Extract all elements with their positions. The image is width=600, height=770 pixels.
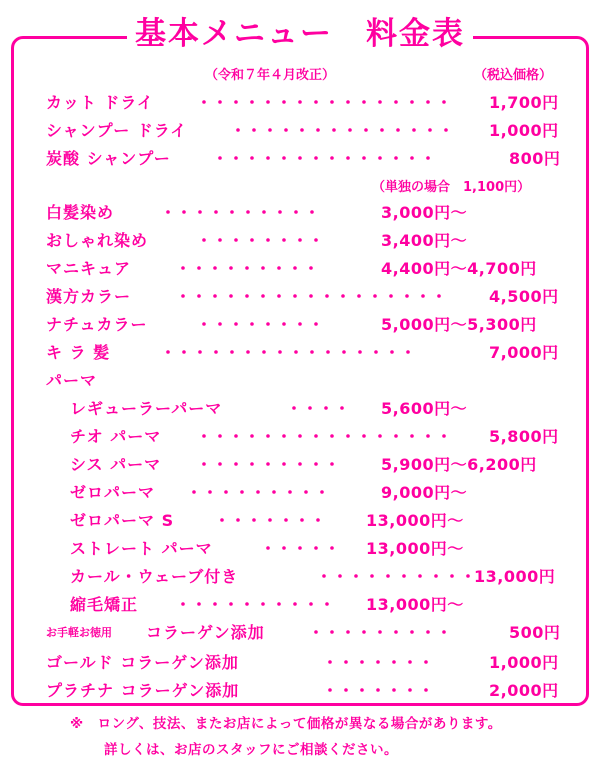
leader-dots: ・・・・・・・ (322, 653, 435, 672)
menu-row (0, 592, 600, 618)
menu-price: 1,000円 (489, 121, 559, 140)
menu-price: 4,500円 (489, 287, 559, 306)
menu-price: 5,800円 (489, 427, 559, 446)
menu-row (0, 396, 600, 422)
menu-price: 1,000円 (489, 653, 559, 672)
menu-price: 9,000円～ (381, 483, 468, 502)
leader-dots: ・・・・・・・・・ (175, 259, 320, 278)
menu-price: 500円 (509, 623, 561, 642)
menu-price: 13,000円～ (366, 511, 464, 530)
menu-row (0, 564, 600, 590)
menu-price: 13,000円～ (366, 539, 464, 558)
menu-label: ナチュカラー (46, 315, 148, 334)
menu-price: 5,000円～5,300円 (381, 315, 537, 334)
menu-price: 5,900円～6,200円 (381, 455, 537, 474)
menu-row (0, 256, 600, 282)
leader-dots: ・・・・・・・・・・ (160, 203, 321, 222)
menu-label: 漢方カラー (46, 287, 132, 306)
leader-dots: ・・・・・・・・・・・・・・・・ (196, 93, 453, 112)
menu-row (0, 508, 600, 534)
menu-row (0, 424, 600, 450)
menu-label: 白髪染め (46, 203, 115, 222)
page-title: 基本メニュー 料金表 (127, 14, 473, 54)
menu-row (0, 452, 600, 478)
menu-price: 4,400円～4,700円 (381, 259, 537, 278)
menu-row (0, 90, 600, 116)
leader-dots: ・・・・・・・・・・・・・・ (212, 149, 437, 168)
leader-dots: ・・・・・・・・・ (308, 623, 453, 642)
title-banner (0, 14, 600, 54)
menu-label: レギューラーパーマ (70, 399, 223, 418)
tax-note: （税込価格） (474, 68, 553, 83)
leader-dots: ・・・・・・・・・・・・・・・・ (196, 427, 453, 446)
menu-label: ゴールド コラーゲン添加 (46, 653, 239, 672)
menu-section-heading (0, 368, 600, 394)
menu-row (0, 146, 600, 172)
menu-label: マニキュア (46, 259, 132, 278)
menu-label: ゼロパーマ S (70, 511, 175, 530)
leader-dots: ・・・・・・・ (322, 681, 435, 700)
menu-label: チオ パーマ (70, 427, 162, 446)
menu-price: 1,700円 (489, 93, 559, 112)
leader-dots: ・・・・・・・・・ (186, 483, 331, 502)
menu-price: 13,000円 (474, 567, 556, 586)
leader-dots: ・・・・・・・・・・・・・・・・ (160, 343, 417, 362)
leader-dots: ・・・・・・・・・・・・・・ (230, 121, 455, 140)
menu-row (0, 650, 600, 676)
menu-label: おしゃれ染め (46, 231, 149, 250)
menu-label: キ ラ 髪 (46, 343, 111, 362)
footer-note-line2: 詳しくは、お店のスタッフにご相談ください。 (104, 742, 398, 758)
leader-dots: ・・・・・・・・・・ (175, 595, 336, 614)
menu-label: シャンプー ドライ (46, 121, 188, 140)
menu-label: カット ドライ (46, 93, 154, 112)
leader-dots: ・・・・・ (260, 539, 341, 558)
menu-price: 3,000円～ (381, 203, 468, 222)
menu-row (0, 480, 600, 506)
menu-row (0, 340, 600, 366)
leader-dots: ・・・・・・・・ (196, 231, 325, 250)
leader-dots: ・・・・・・・・・・・・・・・・・ (175, 287, 448, 306)
menu-row (0, 200, 600, 226)
menu-row (0, 678, 600, 704)
menu-row (0, 118, 600, 144)
menu-row (0, 620, 600, 646)
menu-price: 7,000円 (489, 343, 559, 362)
menu-row (0, 228, 600, 254)
menu-row (0, 312, 600, 338)
revision-note: （令和７年４月改正） (205, 68, 336, 83)
menu-price: 13,000円～ (366, 595, 464, 614)
menu-label: コラーゲン添加 (146, 623, 265, 642)
leader-dots: ・・・・・・・・ (196, 315, 325, 334)
menu-label: 縮毛矯正 (70, 595, 139, 614)
menu-price: 3,400円～ (381, 231, 468, 250)
leader-dots: ・・・・ (286, 399, 351, 418)
menu-label-prefix: お手軽お徳用 (46, 626, 112, 639)
menu-label: 炭酸 シャンプー (46, 149, 171, 168)
menu-label: プラチナ コラーゲン添加 (46, 681, 240, 700)
menu-label: ゼロパーマ (70, 483, 156, 502)
leader-dots: ・・・・・・・・・・ (316, 567, 477, 586)
menu-label: ストレート パーマ (70, 539, 213, 558)
leader-dots: ・・・・・・・・・ (196, 455, 341, 474)
single-use-note: （単独の場合 1,100円） (372, 180, 531, 195)
footer-note-line1: ※ ロング、技法、またお店によって価格が異なる場合があります。 (70, 716, 502, 732)
menu-price: 800円 (509, 149, 561, 168)
leader-dots: ・・・・・・・ (214, 511, 327, 530)
menu-row (0, 284, 600, 310)
menu-label: シス パーマ (70, 455, 162, 474)
menu-price: 5,600円～ (381, 399, 468, 418)
menu-label: パーマ (46, 371, 98, 390)
menu-price: 2,000円 (489, 681, 559, 700)
menu-label: カール・ウェーブ付き (70, 567, 239, 586)
menu-row (0, 536, 600, 562)
